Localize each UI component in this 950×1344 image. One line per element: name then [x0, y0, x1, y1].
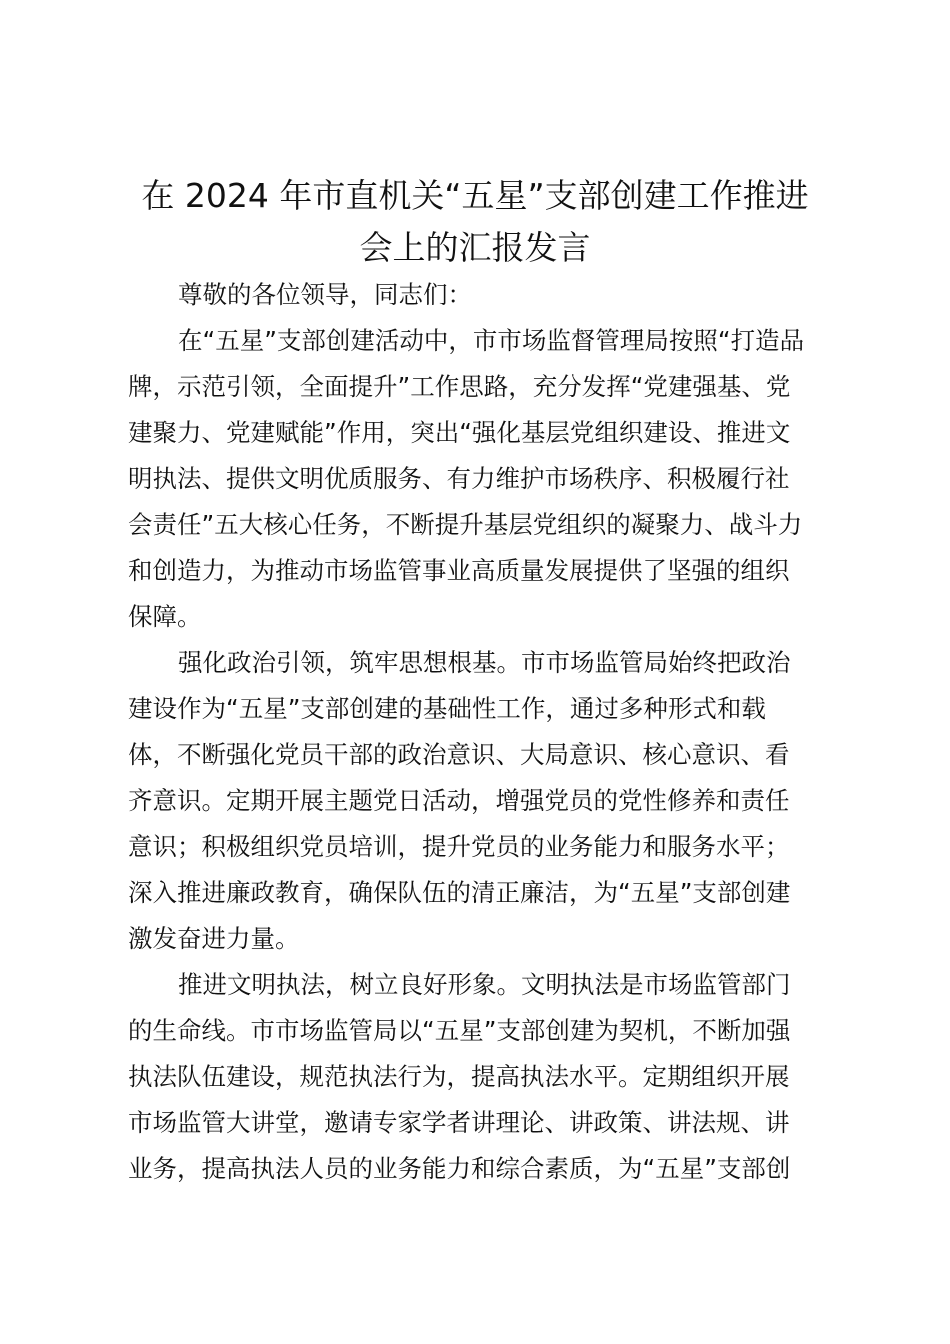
paragraph-line: 建设作为“五星”支部创建的基础性工作，通过多种形式和载	[128, 694, 766, 723]
paragraph-line: 业务，提高执法人员的业务能力和综合素质，为“五星”支部创	[128, 1154, 791, 1183]
paragraph-line: 会责任”五大核心任务，不断提升基层党组织的凝聚力、战斗力	[128, 510, 803, 539]
paragraph-line: 建聚力、党建赋能”作用，突出“强化基层党组织建设、推进文	[128, 418, 791, 447]
title-line-2: 会上的汇报发言	[359, 228, 591, 267]
paragraph-line: 体，不断强化党员干部的政治意识、大局意识、核心意识、看	[128, 740, 790, 769]
paragraph-line: 在“五星”支部创建活动中，市市场监督管理局按照“打造品	[178, 326, 805, 355]
title-line-1: 在 2024 年市直机关“五星”支部创建工作推进	[141, 176, 809, 215]
paragraph-line: 齐意识。定期开展主题党日活动，增强党员的党性修养和责任	[128, 786, 790, 815]
paragraph-line: 市场监管大讲堂，邀请专家学者讲理论、讲政策、讲法规、讲	[128, 1108, 790, 1137]
paragraph-line: 牌，示范引领，全面提升”工作思路，充分发挥“党建强基、党	[128, 372, 791, 401]
salutation: 尊敬的各位领导，同志们：	[178, 280, 472, 309]
paragraph-line: 和创造力，为推动市场监管事业高质量发展提供了坚强的组织	[128, 556, 790, 585]
paragraph-line: 激发奋进力量。	[128, 924, 300, 953]
document-body	[128, 272, 820, 1192]
paragraph-line: 的生命线。市市场监管局以“五星”支部创建为契机，不断加强	[128, 1016, 791, 1045]
paragraph-3	[128, 962, 820, 1192]
paragraph-line: 执法队伍建设，规范执法行为，提高执法水平。定期组织开展	[128, 1062, 790, 1091]
paragraph-line: 意识；积极组织党员培训，提升党员的业务能力和服务水平；	[128, 832, 790, 861]
paragraph-line: 明执法、提供文明优质服务、有力维护市场秩序、积极履行社	[128, 464, 790, 493]
paragraph-2	[128, 640, 820, 962]
paragraph-line: 强化政治引领，筑牢思想根基。市市场监管局始终把政治	[178, 648, 791, 677]
document-title	[120, 170, 830, 274]
paragraph-line: 保障。	[128, 602, 202, 631]
paragraph-line: 深入推进廉政教育，确保队伍的清正廉洁，为“五星”支部创建	[128, 878, 791, 907]
paragraph-1	[128, 318, 820, 640]
paragraph-line: 推进文明执法，树立良好形象。文明执法是市场监管部门	[178, 970, 791, 999]
